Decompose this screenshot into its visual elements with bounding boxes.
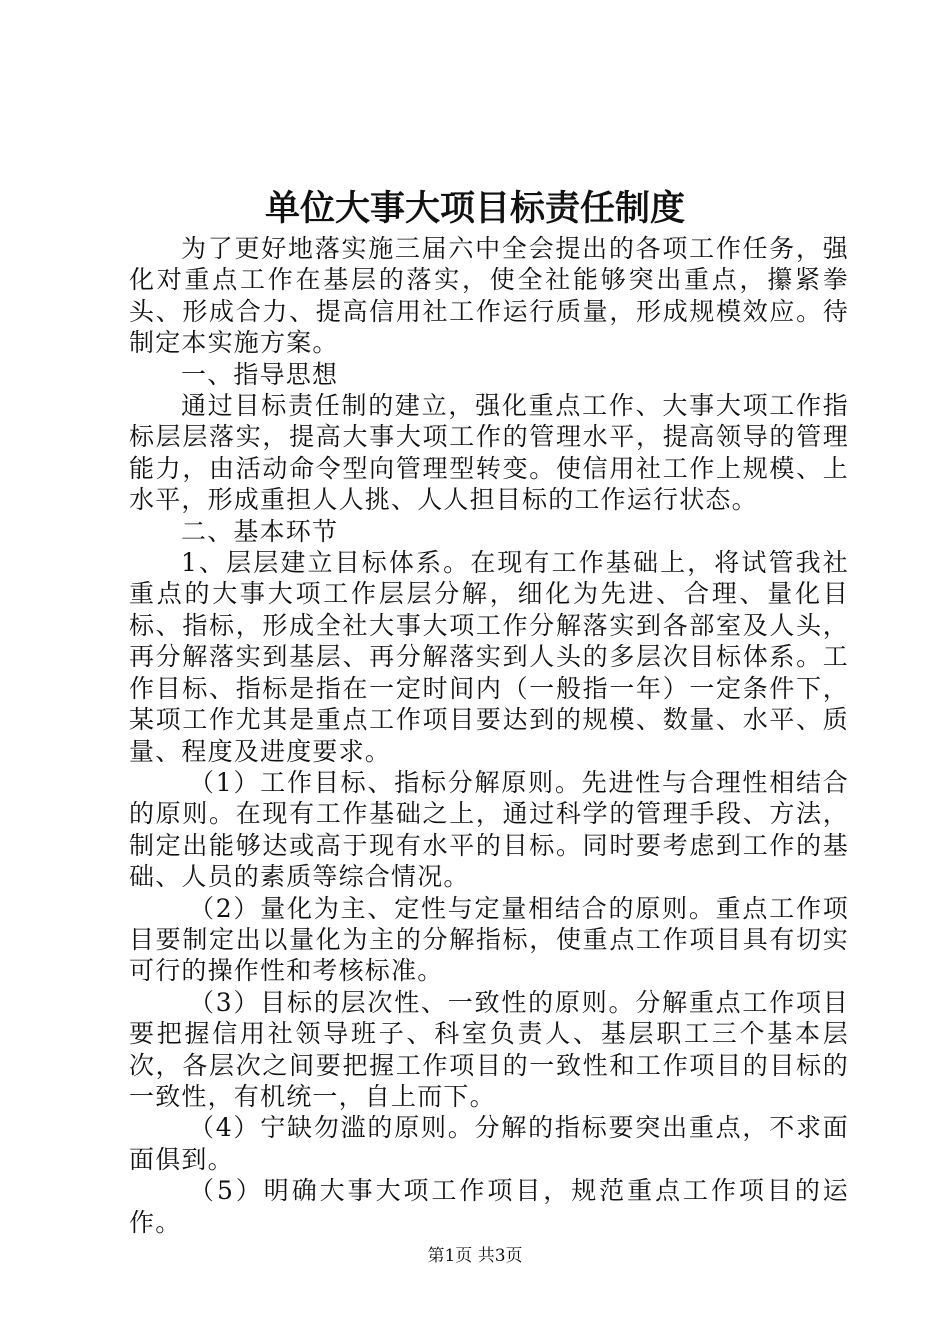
section-heading-guiding-thought: 一、指导思想 [181,359,339,389]
document-title: 单位大事大项目标责任制度 [264,188,685,229]
page-footer: 第1页 共3页 [427,1246,523,1266]
intro-paragraph: 为了更好地落实施三届六中全会提出的各项工作任务，强化对重点工作在基层的落实，使全社能够突出重点，攥紧拳头、形成合力、提高信用社工作运行质量，形成规模效应。待制定本实施方案。 [129,234,849,358]
guiding-thought-paragraph: 通过目标责任制的建立，强化重点工作、大事大项工作指标层层落实，提高大事大项工作的管理水平，提高领导的管理能力，由活动命令型向管理型转变。使信用社工作上规模、上水平，形成重担人人挑、人人担目标的工作运行状态。 [129,391,849,515]
sub-item-5-paragraph: （5）明确大事大项工作项目，规范重点工作项目的运作。 [129,1176,849,1237]
sub-item-3-paragraph: （3）目标的层次性、一致性的原则。分解重点工作项目要把握信用社领导班子、科室负责人、基层职工三个基本层次，各层次之间要把握工作项目的一致性和工作项目的目标的一致性，有机统一，自上而下。 [129,987,849,1111]
section-heading-basic-steps: 二、基本环节 [181,516,339,546]
item-1-paragraph: 1、层层建立目标体系。在现有工作基础上，将试管我社重点的大事大项工作层层分解，细化为先进、合理、量化目标、指标，形成全社大事大项工作分解落实到各部室及人头，再分解落实到基层、再分解落实到人头的多层次目标体系。工作目标、指标是指在一定时间内（一般指一年）一定条件下，某项工作尤其是重点工作项目要达到的规模、数量、水平、质量、程度及进度要求。 [129,548,849,766]
document-body [129,233,849,1238]
sub-item-4-paragraph: （4）宁缺勿滥的原则。分解的指标要突出重点，不求面面俱到。 [129,1113,849,1174]
sub-item-2-paragraph: （2）量化为主、定性与定量相结合的原则。重点工作项目要制定出以量化为主的分解指标，使重点工作项目具有切实可行的操作性和考核标准。 [129,893,849,986]
sub-item-1-paragraph: （1）工作目标、指标分解原则。先进性与合理性相结合的原则。在现有工作基础之上，通过科学的管理手段、方法，制定出能够达或高于现有水平的目标。同时要考虑到工作的基础、人员的素质等综合情况。 [129,767,849,892]
